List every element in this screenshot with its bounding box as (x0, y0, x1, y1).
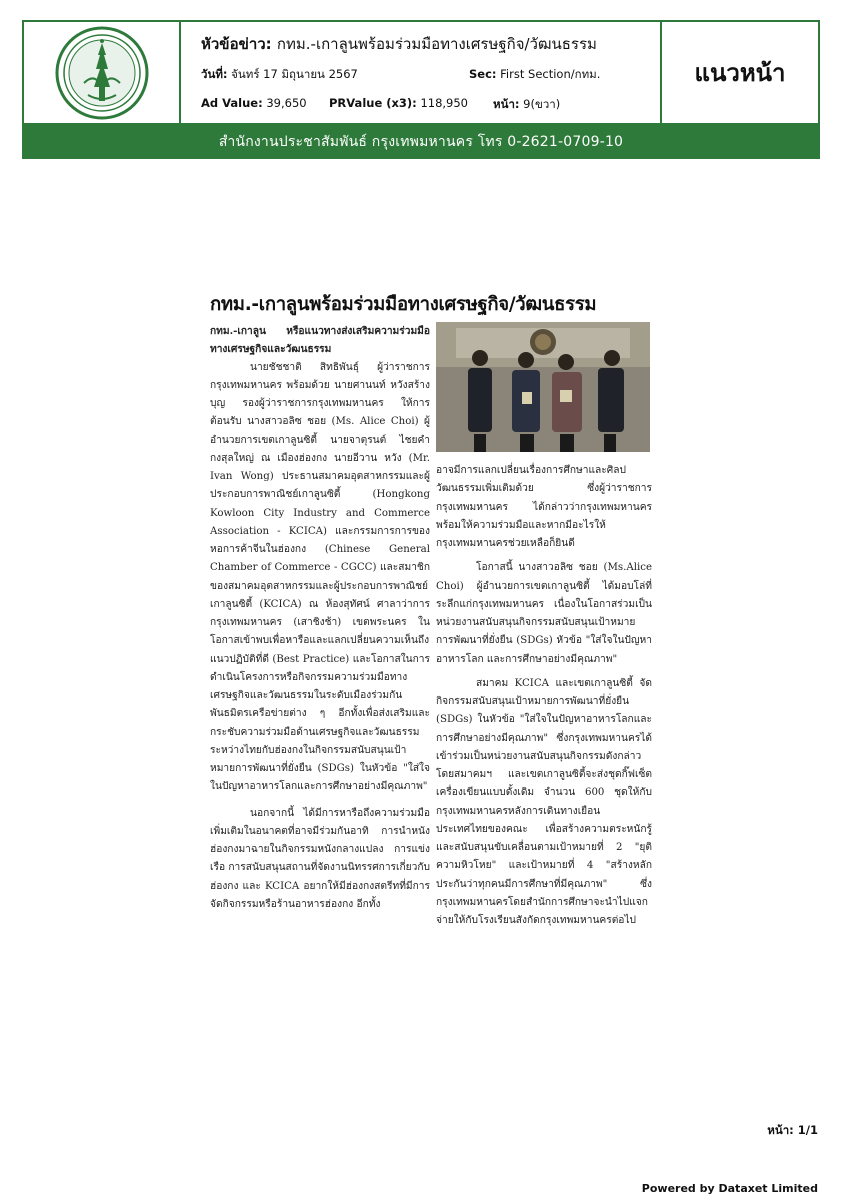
clipping-header (22, 20, 820, 125)
newspaper-name: แนวหน้า (694, 59, 786, 87)
title-value: กทม.-เกาลูนพร้อมร่วมมือทางเศรษฐกิจ/วัฒนธรรม (276, 35, 597, 53)
date-label: วันที่: (201, 67, 228, 81)
clipping-info (181, 22, 662, 123)
page-value: 9(ขวา) (523, 97, 561, 111)
ad-value-label: Ad Value: (201, 96, 263, 110)
page-number-label: หน้า: (767, 1123, 794, 1137)
article-column-left (210, 322, 430, 914)
pr-value: 118,950 (420, 96, 468, 110)
bma-seal-icon (54, 25, 150, 121)
office-contact-bar: สำนักงานประชาสัมพันธ์ กรุงเทพมหานคร โทร 0-2621-0709-10 (22, 125, 820, 159)
sec-label: Sec: (469, 67, 497, 81)
page-number (767, 1122, 818, 1140)
bma-logo (24, 22, 181, 123)
value-row (201, 96, 648, 114)
group-photo-image (436, 322, 650, 452)
sec-value: First Section/กทม. (500, 67, 601, 81)
article-paragraph: อาจมีการแลกเปลี่ยนเรื่องการศึกษาและศิลปวัฒนธรรมเพิ่มเติมด้วย ซึ่งผู้ว่าราชการกรุงเทพมหานคร ได้กล่าวว่ากรุงเทพมหานครพร้อมให้ความร่วมมือและหากมีอะไรให้กรุงเทพมหานครช่วยเหลือก็ยินดี (436, 465, 652, 549)
page-label: หน้า: (493, 97, 520, 111)
date-sec-row (201, 66, 648, 84)
article-paragraph: นอกจากนี้ ได้มีการหารือถึงความร่วมมือเพิ่มเติมในอนาคตที่อาจมีร่วมกันอาทิ การนำหนังฮ่องกงมาฉายในกิจกรรมหนังกลางแปลง การแข่งเรือ การสนับสนุนสถานที่จัดงานนิทรรศการเกี่ยวกับฮ่องกง และ KCICA อยากให้มีฮ่องกงสตรีทที่มีการจัดกิจกรรมหรือร้านอาหารฮ่องกง อีกทั้ง (210, 807, 430, 910)
article-photo (436, 322, 650, 452)
headline-row (201, 32, 648, 56)
date-value: จันทร์ 17 มิถุนายน 2567 (231, 67, 358, 81)
title-label: หัวข้อข่าว: (201, 35, 272, 53)
powered-by: Powered by Dataxet Limited (641, 1182, 818, 1195)
pr-value-label: PRValue (x3): (329, 96, 417, 110)
page-number-value: 1/1 (797, 1123, 818, 1137)
article-column-right (436, 462, 652, 930)
article-paragraph: นายชัชชาติ สิทธิพันธุ์ ผู้ว่าราชการกรุงเทพมหานคร พร้อมด้วย นายศานนท์ หวังสร้างบุญ รองผู้ว่าราชการกรุงเทพมหานคร ให้การต้อนรับ นางสาวอลิซ ชอย (Ms. Alice Choi) ผู้อำนวยการเขตเกาลูนซิตี้ นายจาตุรนต์ ไชยคำ กงสุลใหญ่ ณ เมืองฮ่องกง นายอีวาน หวัง (Mr. Ivan Wong) ประธานสมาคมอุตสาหกรรมและผู้ประกอบการพาณิชย์เกาลูนซิตี้ (Hongkong Kowloon City Industry and Commerce Association - KCICA) และกรรมการการของหอการค้าจีนในฮ่องกง (Chinese General Chamber of Commerce - CGCC) และสมาชิกของสมาคมอุตสาหกรรมและผู้ประกอบการพาณิชย์เกาลูนซิตี้ (KCICA) ณ ห้องสุทัศน์ ศาลาว่าการกรุงเทพมหานคร (เสาชิงช้า) เขตพระนคร ในโอกาสเข้าพบเพื่อหารือและแลกเปลี่ยนความเห็นถึงแนวปฏิบัติที่ดี (Best Practice) และโอกาสในการดำเนินโครงการหรือกิจกรรมความร่วมมือทางเศรษฐกิจและวัฒนธรรมในระดับเมืองร่วมกันพันธมิตรเครือข่ายต่าง ๆ อีกทั้งเพื่อส่งเสริมและกระชับความร่วมมือด้านเศรษฐกิจและวัฒนธรรมระหว่างไทยกับฮ่องกงในกิจกรรมสนับสนุนเป้าหมายการพัฒนาที่ยั่งยืน (SDGs) ในหัวข้อ "ใส่ใจในปัญหาอาหารโลกและการศึกษาอย่างมีคุณภาพ" (210, 361, 430, 793)
article-headline: กทม.-เกาลูนพร้อมร่วมมือทางเศรษฐกิจ/วัฒนธรรม (210, 294, 597, 315)
article-paragraph: สมาคม KCICA และเขตเกาลูนซิตี้ จัดกิจกรรมสนับสนุนเป้าหมายการพัฒนาที่ยั่งยืน (SDGs) ในหัวข้อ "ใส่ใจในปัญหาอาหารโลกและการศึกษาอย่างมีคุณภาพ" ซึ่งกรุงเทพมหานครได้เข้าร่วมเป็นหน่วยงานสนับสนุนกิจกรรมดังกล่าวโดยสมาคมฯ และเขตเกาลูนซิตี้จะส่งชุดกิ๊ฟเซ็ตเครื่องเขียนแบบดั้งเดิม จำนวน 600 ชุดให้กับกรุงเทพมหานครหลังการเดินทางเยือนประเทศไทยของคณะ เพื่อสร้างความตระหนักรู้และสนับสนุนขับเคลื่อนตามเป้าหมายที่ 2 "ยุติความหิวโหย" และเป้าหมายที่ 4 "สร้างหลักประกันว่าทุกคนมีการศึกษาที่มีคุณภาพ" ซึ่งกรุงเทพมหานครโดยสำนักการศึกษาจะนำไปแจกจ่ายให้กับโรงเรียนสังกัดกรุงเทพมหานครต่อไป (436, 677, 652, 926)
ad-value: 39,650 (266, 96, 307, 110)
article-lead: กทม.-เกาลูน หรือแนวทางส่งเสริมความร่วมมือทางเศรษฐกิจและวัฒนธรรม (210, 325, 430, 356)
article-paragraph: โอกาสนี้ นางสาวอลิซ ชอย (Ms.Alice Choi) ผู้อำนวยการเขตเกาลูนซิตี้ ได้มอบโล่ที่ระลึกแก่กรุงเทพมหานคร เนื่องในโอกาสร่วมเป็นหน่วยงานสนับสนุนกิจกรรมสนับสนุนเป้าหมาย การพัฒนาที่ยั่งยืน (SDGs) หัวข้อ "ใส่ใจในปัญหาอาหารโลก และการศึกษาอย่างมีคุณภาพ" (436, 562, 652, 665)
